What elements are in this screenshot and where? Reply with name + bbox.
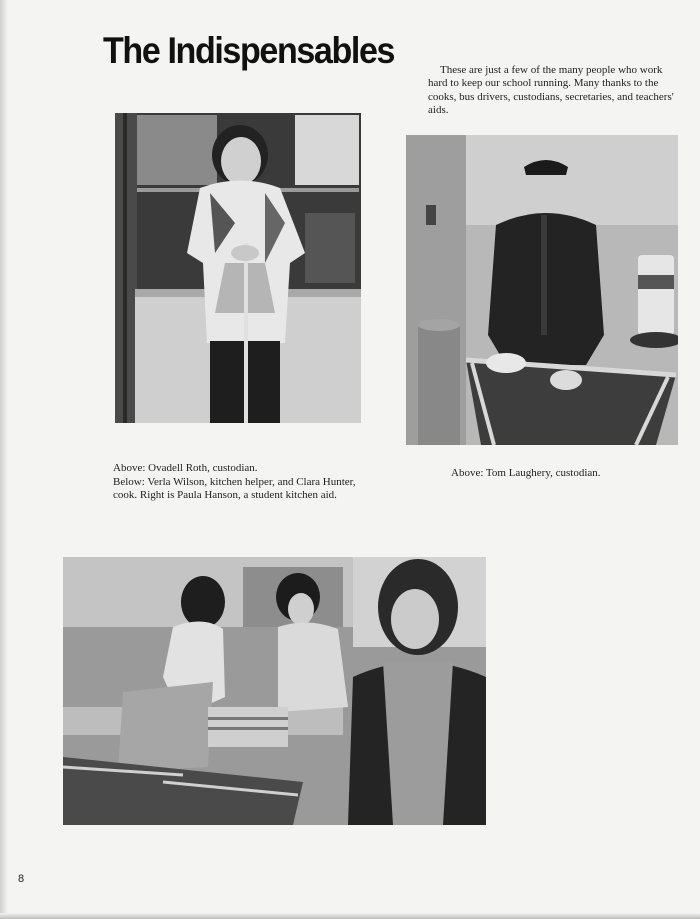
intro-paragraph: These are just a few of the many people who work hard to keep our school running. Many thanks to the cooks, bus drivers, custodians, secretaries, and teachers' aids. — [428, 64, 674, 116]
custodian-woman-photo — [115, 113, 361, 423]
page-bottom-edge — [0, 913, 700, 919]
custodian-man-photo — [406, 135, 678, 445]
caption-below-line: Below: Verla Wilson, kitchen helper, and Clara Hunter, cook. Right is Paula Hanson, a student kitchen aid. — [113, 475, 356, 501]
left-caption — [113, 462, 368, 503]
right-caption: Above: Tom Laughery, custodian. — [451, 467, 601, 479]
kitchen-staff-photo — [63, 557, 486, 825]
page-number: 8 — [18, 873, 25, 885]
page-binding-edge — [0, 0, 8, 919]
page-title: The Indispensables — [103, 30, 395, 71]
caption-above-line: Above: Ovadell Roth, custodian. — [113, 462, 258, 474]
